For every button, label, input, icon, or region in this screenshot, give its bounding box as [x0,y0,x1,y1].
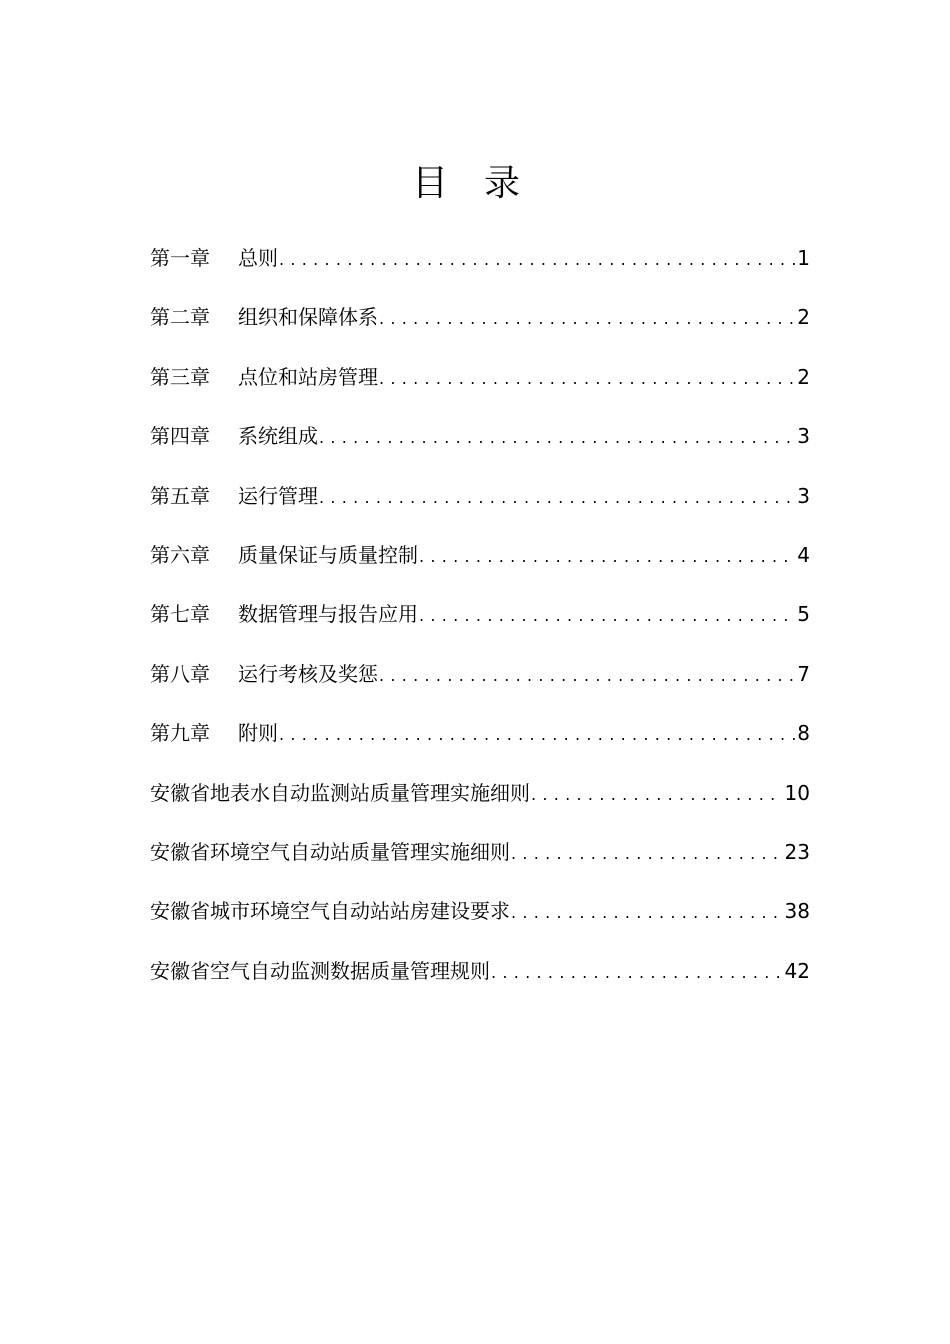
toc-entry-title: 运行管理 [238,483,318,508]
toc-page-number: 4 [797,542,810,567]
toc-entry-title: 安徽省城市环境空气自动站站房建设要求 [150,899,510,924]
toc-dot-leader [279,713,795,757]
toc-chapter-label: 第一章 [150,246,210,270]
toc-entry-title: 安徽省地表水自动监测站质量管理实施细则 [150,780,530,805]
toc-entry[interactable] [150,355,810,414]
toc-dot-leader [379,654,795,698]
toc-dot-leader [319,416,795,460]
toc-dot-leader [511,832,783,876]
toc-chapter-label: 第六章 [150,542,210,567]
toc-dot-leader [491,951,783,995]
toc-page-number: 1 [797,246,810,270]
toc-chapter-label: 第七章 [150,602,210,627]
toc-chapter-label: 第五章 [150,483,210,508]
toc-chapter-label: 第二章 [150,305,210,330]
toc-page-number: 2 [797,305,810,330]
toc-page-number: 8 [797,721,810,746]
toc-entry[interactable] [150,533,810,592]
toc-entry[interactable] [150,652,810,711]
toc-page-number: 2 [797,364,810,389]
toc-entry[interactable] [150,236,810,295]
toc-page-number: 42 [784,958,810,983]
toc-dot-leader [531,773,783,817]
page-title: 目录 [411,163,556,204]
toc-dot-leader [279,238,795,282]
toc-page-number: 3 [797,483,810,508]
toc-page-number: 38 [784,899,810,924]
toc-entry-title: 附则 [238,721,278,746]
toc-dot-leader [379,357,795,401]
toc-entry-title: 系统组成 [238,424,318,449]
toc-entry[interactable] [150,830,810,889]
toc-list [150,236,810,1008]
toc-chapter-label: 第八章 [150,661,210,686]
toc-entry-title: 总则 [238,246,278,270]
toc-entry[interactable] [150,771,810,830]
toc-chapter-label: 第四章 [150,424,210,449]
toc-page-number: 3 [797,424,810,449]
toc-dot-leader [419,594,795,638]
toc-dot-leader [319,476,795,520]
toc-page-number: 10 [784,780,810,805]
toc-entry[interactable] [150,295,810,354]
toc-entry-title: 点位和站房管理 [238,364,378,389]
toc-chapter-label: 第九章 [150,721,210,746]
toc-entry[interactable] [150,474,810,533]
toc-entry-title: 运行考核及奖惩 [238,661,378,686]
toc-entry-title: 组织和保障体系 [238,305,378,330]
toc-page-number: 23 [784,839,810,864]
toc-entry-title: 安徽省环境空气自动站质量管理实施细则 [150,839,510,864]
toc-dot-leader [379,297,795,341]
toc-entry[interactable] [150,592,810,651]
toc-dot-leader [511,891,783,935]
toc-page-number: 5 [797,602,810,627]
toc-entry[interactable] [150,414,810,473]
toc-entry-title: 质量保证与质量控制 [238,542,418,567]
toc-entry[interactable] [150,711,810,770]
toc-dot-leader [419,535,795,579]
toc-chapter-label: 第三章 [150,364,210,389]
toc-entry[interactable] [150,949,810,1008]
toc-entry[interactable] [150,889,810,948]
toc-entry-title: 数据管理与报告应用 [238,602,418,627]
toc-entry-title: 安徽省空气自动监测数据质量管理规则 [150,958,490,983]
toc-page-number: 7 [797,661,810,686]
